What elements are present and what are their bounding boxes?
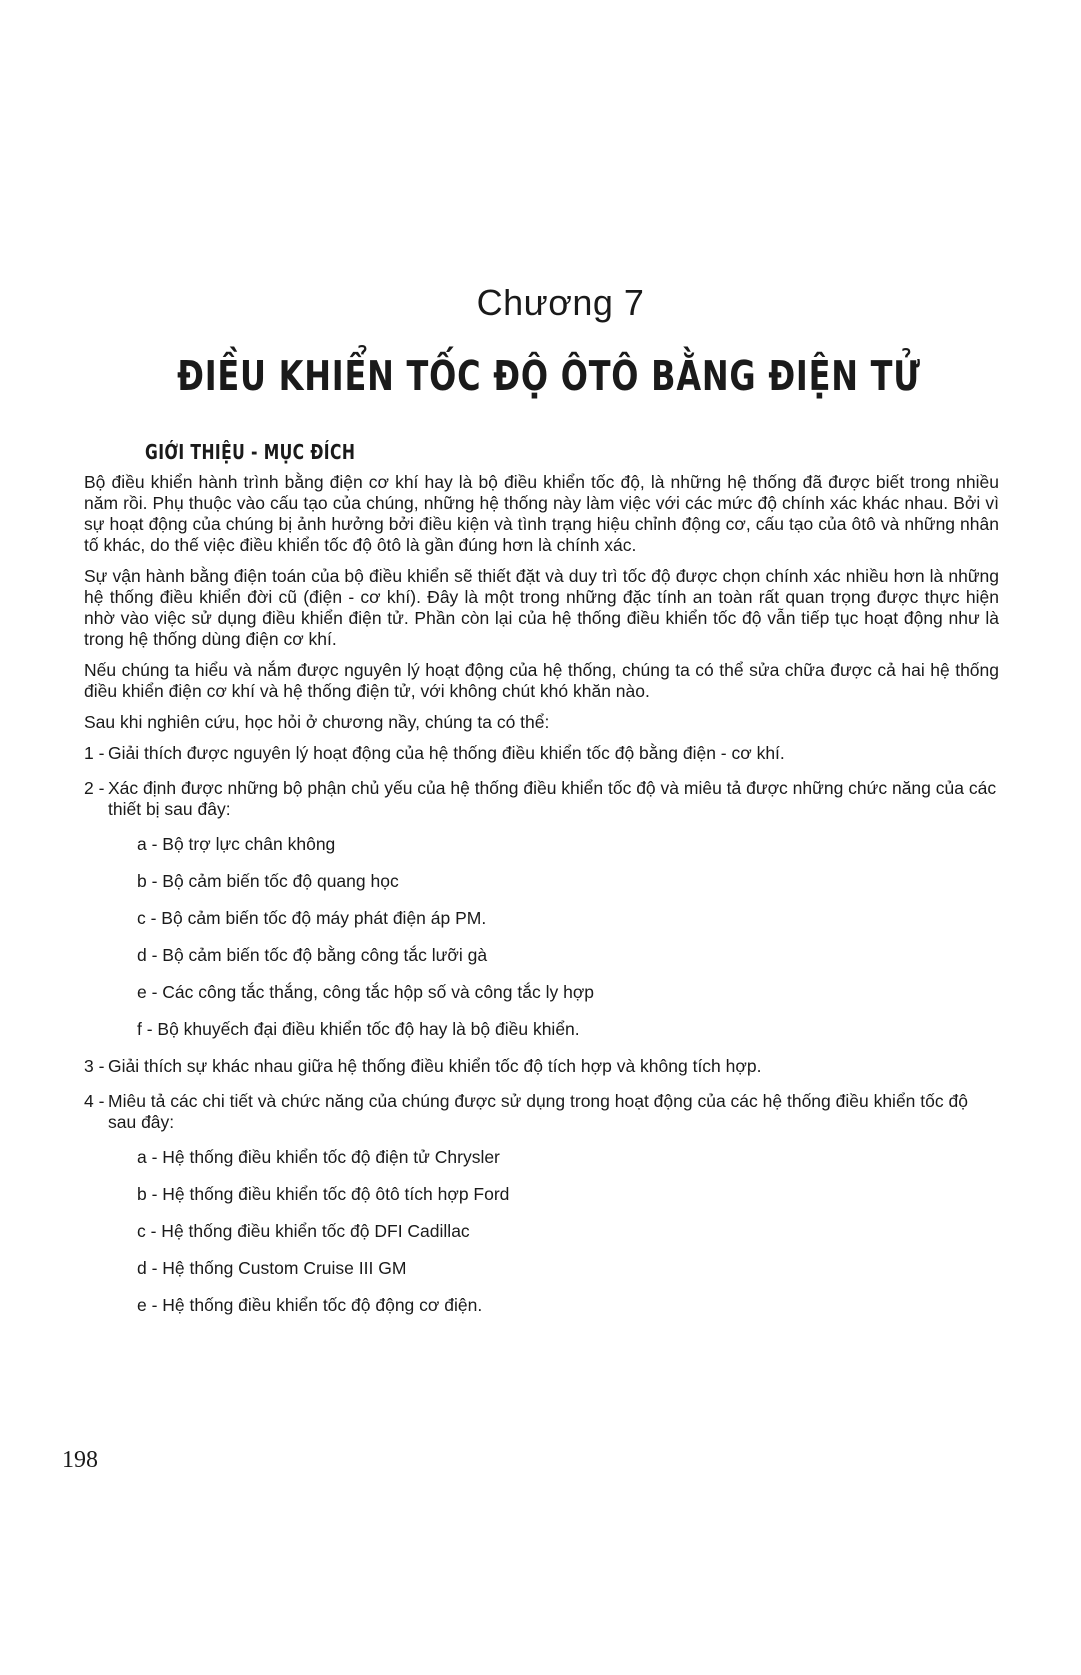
sub-list-item: a - Bộ trợ lực chân không <box>137 834 336 854</box>
list-item <box>84 1056 999 1077</box>
sub-list-item: b - Hệ thống điều khiển tốc độ ôtô tích hợp Ford <box>137 1184 510 1204</box>
list-item-number: 2 - <box>84 778 105 798</box>
list-item-number: 3 - <box>84 1056 105 1076</box>
body-text <box>84 472 999 1332</box>
section-heading: GIỚI THIỆU - MỤC ĐÍCH <box>145 440 356 464</box>
page-number: 198 <box>62 1447 98 1473</box>
sub-list-item: d - Bộ cảm biến tốc độ bằng công tắc lưỡi gà <box>137 945 488 965</box>
sub-list-item: a - Hệ thống điều khiển tốc độ điện tử Chrysler <box>137 1147 500 1167</box>
sub-list-item: c - Bộ cảm biến tốc độ máy phát điện áp PM. <box>137 908 487 928</box>
list-item-text: Xác định được những bộ phận chủ yếu của hệ thống điều khiển tốc độ và miêu tả được những chức năng của các thiết bị sau đây: <box>108 778 997 819</box>
paragraph: Bộ điều khiển hành trình bằng điện cơ khí hay là bộ điều khiển tốc độ, là những hệ thống đã được biết trong nhiều năm rồi. Phụ thuộc vào cấu tạo của chúng, những hệ thống này làm việc với các mức độ chính xác khác nhau. Bởi vì sự hoạt động của chúng bị ảnh hưởng bởi điều kiện và tình trạng hiệu chỉnh động cơ, cấu tạo của ôtô và những nhân tố khác, do thế việc điều khiển tốc độ ôtô là gần đúng hơn là chính xác. <box>84 472 999 555</box>
list-item <box>84 778 999 820</box>
sub-list-item: e - Hệ thống điều khiển tốc độ động cơ điện. <box>137 1295 483 1315</box>
paragraph: Sau khi nghiên cứu, học hỏi ở chương nầy, chúng ta có thể: <box>84 712 550 732</box>
list-item <box>84 1091 999 1133</box>
list-item-text: Giải thích sự khác nhau giữa hệ thống điều khiển tốc độ tích hợp và không tích hợp. <box>108 1056 762 1076</box>
list-item <box>84 743 999 764</box>
sub-list-item: e - Các công tắc thắng, công tắc hộp số và công tắc ly hợp <box>137 982 595 1002</box>
list-item-text: Giải thích được nguyên lý hoạt động của hệ thống điều khiển tốc độ bằng điện - cơ khí. <box>108 743 785 763</box>
list-item-number: 1 - <box>84 743 105 763</box>
sub-list-item: f - Bộ khuyếch đại điều khiển tốc độ hay là bộ điều khiển. <box>137 1019 580 1039</box>
sub-list-item: c - Hệ thống điều khiển tốc độ DFI Cadillac <box>137 1221 470 1241</box>
sub-list-item: b - Bộ cảm biến tốc độ quang học <box>137 871 399 891</box>
paragraph: Sự vận hành bằng điện toán của bộ điều khiển sẽ thiết đặt và duy trì tốc độ được chọn chính xác nhiều hơn là những hệ thống điều khiển đời cũ (điện - cơ khí). Đây là một trong những đặc tính an toàn rất quan trọng được thực hiện nhờ vào việc sử dụng điều khiển điện tử. Phần còn lại của hệ thống điều khiển tốc độ vẫn tiếp tục hoạt động như là trong hệ thống dùng điện cơ khí. <box>84 566 999 649</box>
paragraph: Nếu chúng ta hiểu và nắm được nguyên lý hoạt động của hệ thống, chúng ta có thể sửa chữa được cả hai hệ thống điều khiển điện cơ khí và hệ thống điện tử, với không chút khó khăn nào. <box>84 660 999 701</box>
list-item-text: Miêu tả các chi tiết và chức năng của chúng được sử dụng trong hoạt động của các hệ thống điều khiển tốc độ sau đây: <box>108 1091 968 1132</box>
chapter-title: ĐIỀU KHIỂN TỐC ĐỘ ÔTÔ BẰNG ĐIỆN TỬ <box>177 352 921 400</box>
list-item-number: 4 - <box>84 1091 105 1111</box>
chapter-label: Chương 7 <box>476 282 645 323</box>
objectives-list <box>84 743 999 1316</box>
sub-list-item: d - Hệ thống Custom Cruise III GM <box>137 1258 407 1278</box>
